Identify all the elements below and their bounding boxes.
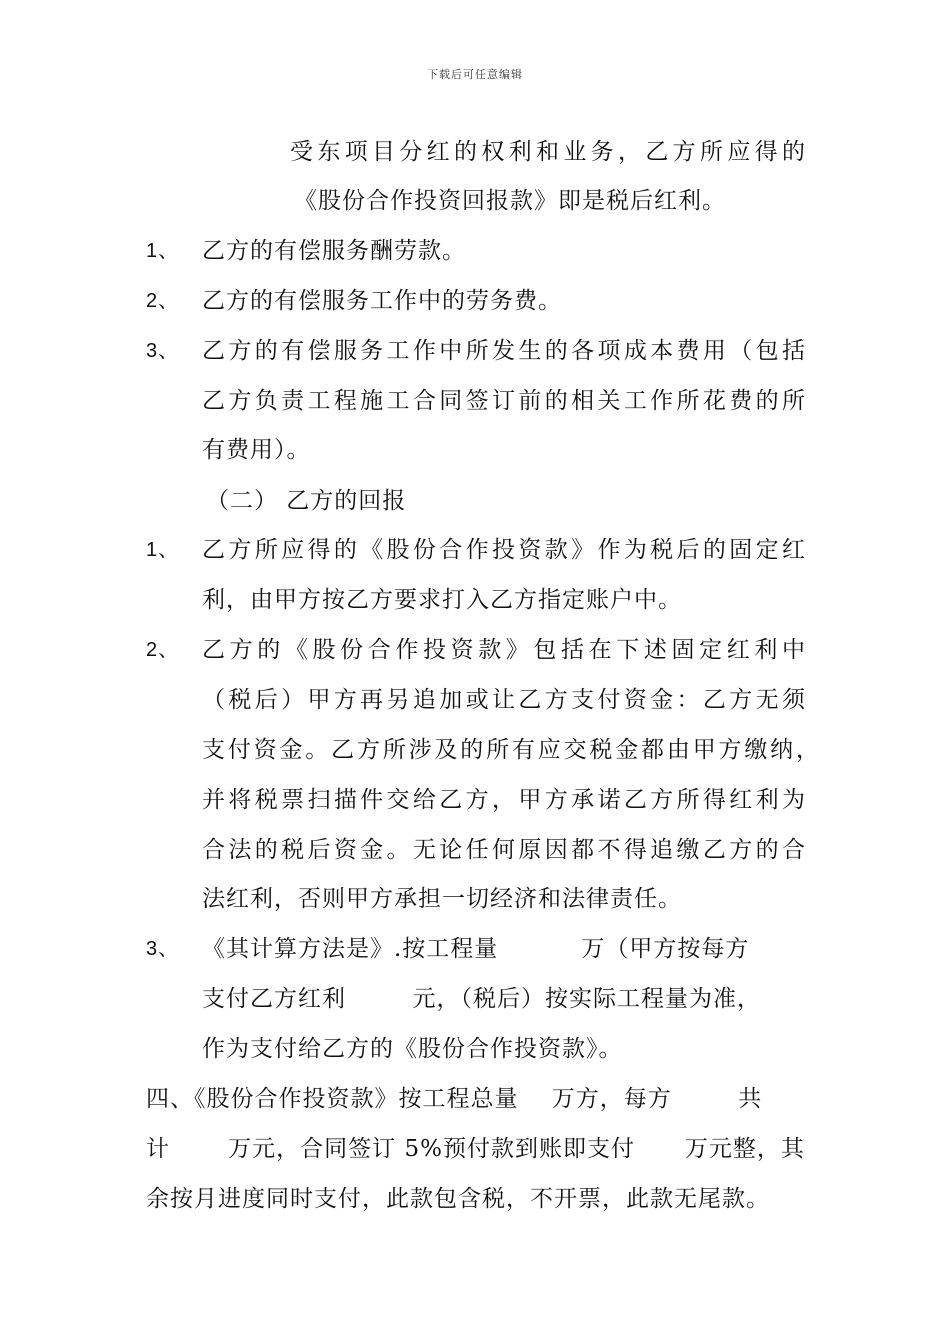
list-item-text: 乙方的有偿服务工作中的劳务费。 bbox=[202, 288, 562, 314]
clause-four-line: 余按月进度同时支付，此款包含税，不开票，此款无尾款。 bbox=[146, 1186, 770, 1212]
list-item-text: 并将税票扫描件交给乙方，甲方承诺乙方所得红利为 bbox=[202, 787, 806, 813]
list-item-line bbox=[202, 634, 806, 666]
list-item-text: 利，由甲方按乙方要求打入乙方指定账户中。 bbox=[202, 587, 682, 613]
list-item-text: 乙方负责工程施工合同签订前的相关工作所花费的所 bbox=[202, 388, 806, 414]
list-item-text: 支付乙方红利 元，（税后）按实际工程量为准， bbox=[202, 986, 761, 1012]
clause-four-line: 计 万元，合同签订 5%预付款到账即支付 万元整，其 bbox=[146, 1136, 805, 1162]
list-item-line bbox=[202, 734, 820, 766]
list-number: 1、 bbox=[146, 539, 180, 561]
list-item-text: 乙方所应得的《股份合作投资款》作为税后的固定红 bbox=[202, 537, 806, 563]
list-item-text: 乙方的有偿服务工作中所发生的各项成本费用（包括 bbox=[202, 338, 806, 364]
list-item-text: 有费用）。 bbox=[202, 437, 311, 463]
list-number: 1、 bbox=[146, 240, 180, 262]
list-item-text: （税后）甲方再另追加或让乙方支付资金：乙方无须 bbox=[202, 687, 806, 713]
list-item-text: 法红利，否则甲方承担一切经济和法律责任。 bbox=[202, 886, 682, 912]
list-number: 3、 bbox=[146, 938, 180, 960]
list-item-line bbox=[202, 335, 806, 367]
clause-four-line: 四、《股份合作投资款》按工程总量 万方，每方 共 bbox=[146, 1086, 763, 1112]
page-header: 下载后可任意编辑 bbox=[427, 68, 523, 81]
list-item-text: 作为支付给乙方的《股份合作投资款》。 bbox=[202, 1036, 623, 1062]
list-item-line bbox=[202, 784, 806, 816]
list-number: 2、 bbox=[146, 639, 180, 661]
list-item-line bbox=[202, 684, 806, 716]
list-item-line bbox=[202, 834, 806, 866]
list-item-text: 《其计算方法是》.按工程量 万（甲方按每方 bbox=[202, 936, 750, 962]
list-item-line bbox=[202, 385, 806, 417]
paragraph-text: 受东项目分红的权利和业务，乙方所应得的 bbox=[290, 139, 806, 165]
list-number: 2、 bbox=[146, 290, 180, 312]
list-item-line bbox=[202, 534, 806, 566]
paragraph-line: 《股份合作投资回报款》即是税后红利。 bbox=[294, 188, 726, 214]
list-item-text: 支付资金。乙方所涉及的所有应交税金都由甲方缴纳， bbox=[202, 737, 820, 763]
list-item-text: 乙方的《股份合作投资款》包括在下述固定红利中 bbox=[202, 637, 806, 663]
list-item-text: 乙方的有偿服务酬劳款。 bbox=[202, 238, 466, 264]
paragraph-line bbox=[290, 136, 806, 168]
list-item-text: 合法的税后资金。无论任何原因都不得追缴乙方的合 bbox=[202, 837, 806, 863]
section-heading: （二） 乙方的回报 bbox=[206, 488, 407, 514]
list-number: 3、 bbox=[146, 340, 180, 362]
